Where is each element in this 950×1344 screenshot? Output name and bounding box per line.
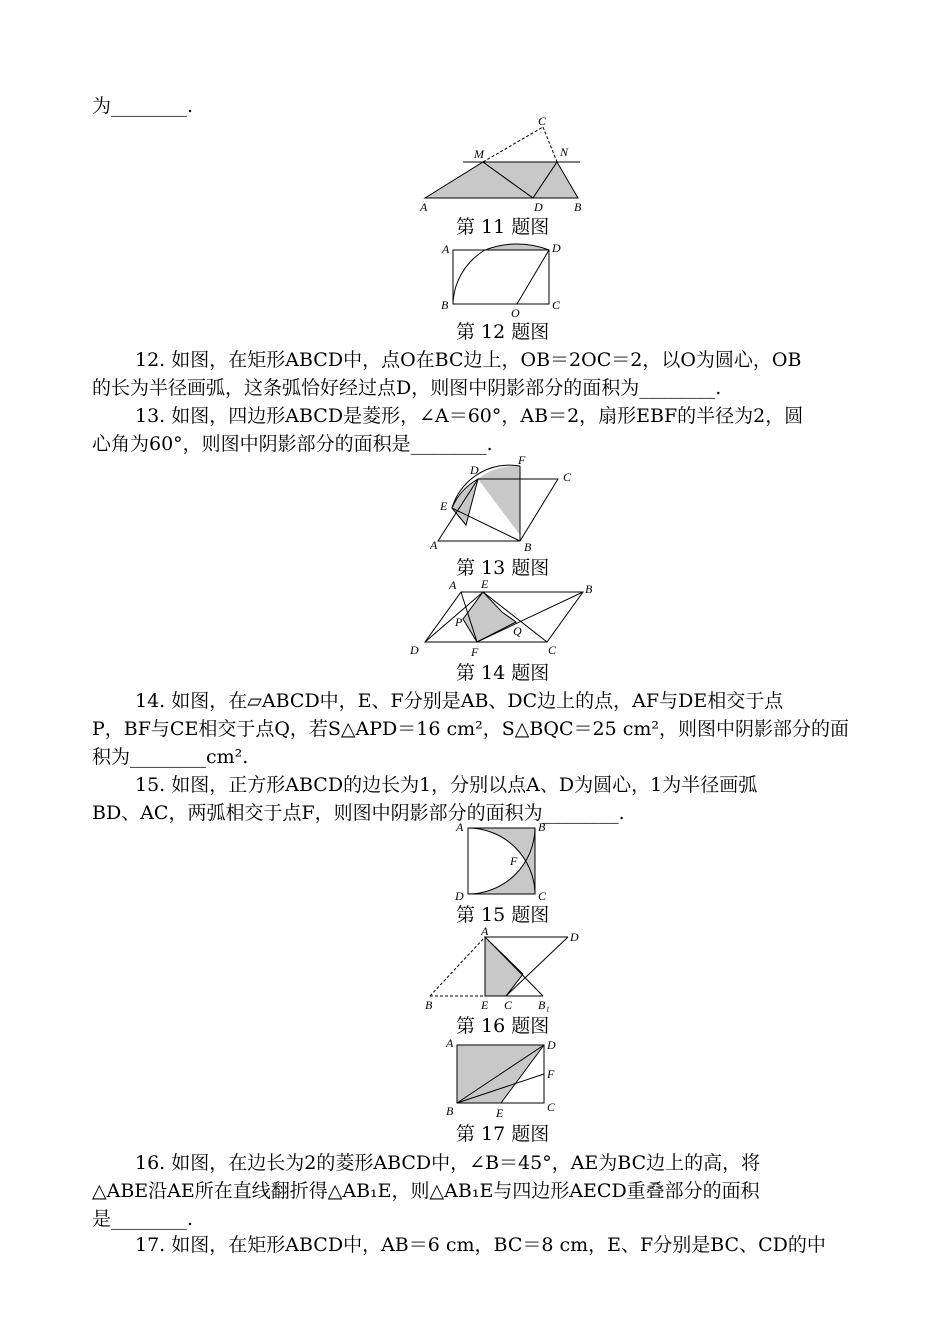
fig15-label: C [538, 889, 547, 902]
fig16-label: E [481, 998, 489, 1012]
text-line-q15-b: BD、AC，两弧相交于点F，则图中阴影部分的面积为________. [92, 802, 625, 824]
text-line-q13-a: 13. 如图，四边形ABCD是菱形，∠A＝60°，AB＝2，扇形EBF的半径为2，圆 [135, 405, 804, 427]
text-line-q13-b: 心角为60°，则图中阴影部分的面积是________. [92, 433, 493, 455]
figure-17-caption: 第 17 题图 [456, 1123, 550, 1145]
fig11-label: C [538, 114, 547, 128]
fig15-label: A [456, 820, 464, 834]
fig13-label: D [470, 463, 479, 477]
fig14-label: D [410, 643, 419, 657]
text-line-q15-a: 15. 如图，正方形ABCD的边长为1，分别以点A、D为圆心，1为半径画弧 [135, 774, 758, 796]
fig11-label: N [560, 145, 569, 159]
fig13-label: A [430, 538, 438, 552]
fig13-label: C [563, 470, 572, 484]
fig14-label: P [455, 615, 463, 629]
figure-11 [415, 112, 590, 216]
text-line-q14-c: 积为________cm². [92, 746, 249, 768]
fig11-label: A [420, 200, 428, 214]
text-line-q16-c: 是________. [92, 1208, 194, 1230]
fig16-label: A [481, 925, 489, 938]
fig14-label: C [548, 643, 557, 657]
fig11-label: D [534, 200, 543, 214]
figure-16-caption: 第 16 题图 [456, 1015, 550, 1037]
text-line-q12-a: 12. 如图，在矩形ABCD中，点O在BC边上，OB＝2OC＝2，以O为圆心，OB [135, 349, 802, 371]
fig12-label: B [441, 298, 449, 312]
fig17-label: E [496, 1106, 504, 1120]
figure-15-caption: 第 15 题图 [456, 904, 550, 926]
fig13-label: B [524, 540, 532, 554]
fig17-label: C [547, 1100, 556, 1114]
fig13-label: E [440, 499, 448, 513]
figure-15 [450, 818, 560, 902]
text-line-q17-a: 17. 如图，在矩形ABCD中，AB＝6 cm，BC＝8 cm，E、F分别是BC、CD的中 [135, 1234, 826, 1256]
fig13-label: F [518, 455, 526, 467]
fig14-label: E [481, 577, 489, 591]
fig15-label: B [538, 820, 546, 834]
fig15-label: F [510, 854, 518, 868]
figure-12-caption: 第 12 题图 [456, 321, 550, 343]
text-line-q12-b: 的长为半径画弧，这条弧恰好经过点D，则图中阴影部分的面积为________. [92, 377, 722, 399]
fig16-label: C [504, 998, 513, 1012]
fig16-label: B [425, 998, 433, 1012]
fig12-label: C [552, 298, 561, 312]
text-line-q11-end: 为________. [92, 95, 194, 117]
figure-14-caption: 第 14 题图 [456, 662, 550, 684]
fig16-label: B₁ [538, 998, 550, 1012]
figure-11-caption: 第 11 题图 [456, 216, 550, 238]
fig17-label: F [547, 1067, 555, 1081]
text-line-q14-b: P，BF与CE相交于点Q，若S△APD＝16 cm²，S△BQC＝25 cm²，则图中阴影部分的面 [92, 718, 849, 740]
text-line-q16-b: △ABE沿AE所在直线翻折得△AB₁E，则△AB₁E与四边形AECD重叠部分的面积 [92, 1180, 760, 1202]
fig17-label: A [446, 1036, 454, 1050]
fig12-label: A [442, 242, 450, 256]
fig12-label: O [511, 306, 520, 320]
fig16-label: D [570, 930, 579, 944]
fig14-label: A [449, 578, 457, 592]
fig11-label: B [574, 200, 582, 214]
fig17-label: D [547, 1038, 556, 1052]
fig11-label: M [474, 147, 484, 161]
figure-14 [405, 577, 595, 661]
text-line-q14-a: 14. 如图，在▱ABCD中，E、F分别是AB、DC边上的点，AF与DE相交于点 [135, 690, 784, 712]
figure-16 [420, 925, 590, 1013]
figure-12 [438, 237, 568, 320]
figure-13-caption: 第 13 题图 [456, 557, 550, 579]
fig17-label: B [446, 1104, 454, 1118]
fig14-label: B [585, 582, 593, 596]
figure-13 [430, 455, 580, 555]
fig14-label: Q [513, 624, 522, 638]
fig15-label: D [455, 889, 464, 902]
figure-17 [442, 1035, 562, 1123]
fig12-label: D [552, 241, 561, 255]
fig14-label: F [471, 645, 479, 659]
text-line-q16-a: 16. 如图，在边长为2的菱形ABCD中，∠B＝45°，AE为BC边上的高，将 [135, 1152, 761, 1174]
